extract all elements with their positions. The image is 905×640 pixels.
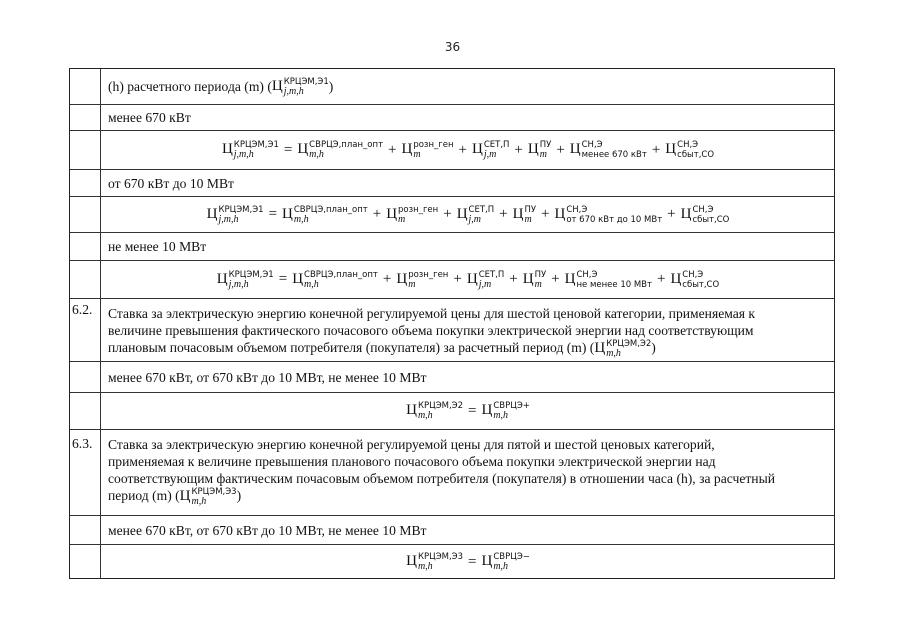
- symbol-krcem-e1: Ц КРЦЭМ,Э1 j,m,h: [271, 76, 329, 97]
- symbol-krcem-e3: Ц КРЦЭМ,Э3 m,h: [179, 487, 237, 507]
- section-number-6-2: 6.2.: [72, 302, 93, 317]
- table-row: [70, 430, 834, 516]
- tariff-table: [69, 68, 835, 579]
- row-label-6-2-ranges: менее 670 кВт, от 670 кВт до 10 МВт, не менее 10 МВт: [108, 369, 427, 385]
- table-row: [70, 105, 834, 131]
- formula-6-3: Ц КРЦЭМ,Э3 m,h = Ц СВРЦЭ− m,h: [406, 552, 530, 572]
- formula-670-10: Ц КРЦЭМ,Э1 j,m,h = Ц СВРЦЭ,план_опт m,h + Ц розн_ген m + Ц СЕТ,П j,m + Ц ПУ m + Ц СН,Э от 670 кВт до 10 МВт + Ц СН,Э сбыт,СО: [206, 204, 730, 225]
- table-row: [70, 516, 834, 545]
- page-number: 36: [444, 40, 461, 54]
- table-row: [70, 261, 834, 299]
- row-label-less-670: менее 670 кВт: [108, 110, 191, 125]
- table-row: [70, 545, 834, 579]
- section-number-6-3: 6.3.: [72, 436, 93, 451]
- formula-6-2: Ц КРЦЭМ,Э2 m,h = Ц СВРЦЭ+ m,h: [406, 401, 530, 421]
- row-label-not-less-10: не менее 10 МВт: [108, 239, 207, 254]
- table-row: [70, 233, 834, 261]
- table-row: [70, 170, 834, 197]
- table-row: [70, 197, 834, 233]
- table-row: [70, 362, 834, 393]
- section-6-3-text: Ставка за электрическую энергию конечной регулируемой цены для пятой и шестой ценовых категорий, применяемая к величине превышения планового почасового объема покупки электрической энергии над соответствующим фактическим почасовым объемом потребителя (покупателя) в отношении часа (h), за расчетный период (m) (Ц КРЦЭМ,Э3 m,h ): [108, 437, 775, 507]
- symbol-krcem-e2: Ц КРЦЭМ,Э2 m,h: [594, 339, 652, 359]
- formula-less-670: Ц КРЦЭМ,Э1 j,m,h = Ц СВРЦЭ,план_опт m,h + Ц розн_ген m + Ц СЕТ,П j,m + Ц ПУ m + Ц СН,Э менее 670 кВт + Ц СН,Э сбыт,СО: [221, 140, 715, 160]
- table-row: [70, 299, 834, 362]
- table-row: [70, 131, 834, 170]
- row-label-6-3-ranges: менее 670 кВт, от 670 кВт до 10 МВт, не менее 10 МВт: [108, 522, 427, 538]
- table-row: [70, 69, 834, 105]
- section-6-2-text: Ставка за электрическую энергию конечной регулируемой цены для шестой ценовой категории, применяемая к величине превышения фактического почасового объема покупки электрической энергии над соответствующим плановым почасовым объемом потребителя (покупателя) за расчетный период (m) (Ц КРЦЭМ,Э2 m,h ): [108, 306, 756, 359]
- formula-not-less-10: Ц КРЦЭМ,Э1 j,m,h = Ц СВРЦЭ,план_опт m,h + Ц розн_ген m + Ц СЕТ,П j,m + Ц ПУ m + Ц СН,Э не менее 10 МВт + Ц СН,Э сбыт,СО: [216, 269, 720, 290]
- table-row: [70, 393, 834, 430]
- period-row-label: (h) расчетного периода (m) ( Ц КРЦЭМ,Э1 j,m,h ): [108, 76, 334, 97]
- row-label-670-10: от 670 кВт до 10 МВт: [108, 175, 234, 191]
